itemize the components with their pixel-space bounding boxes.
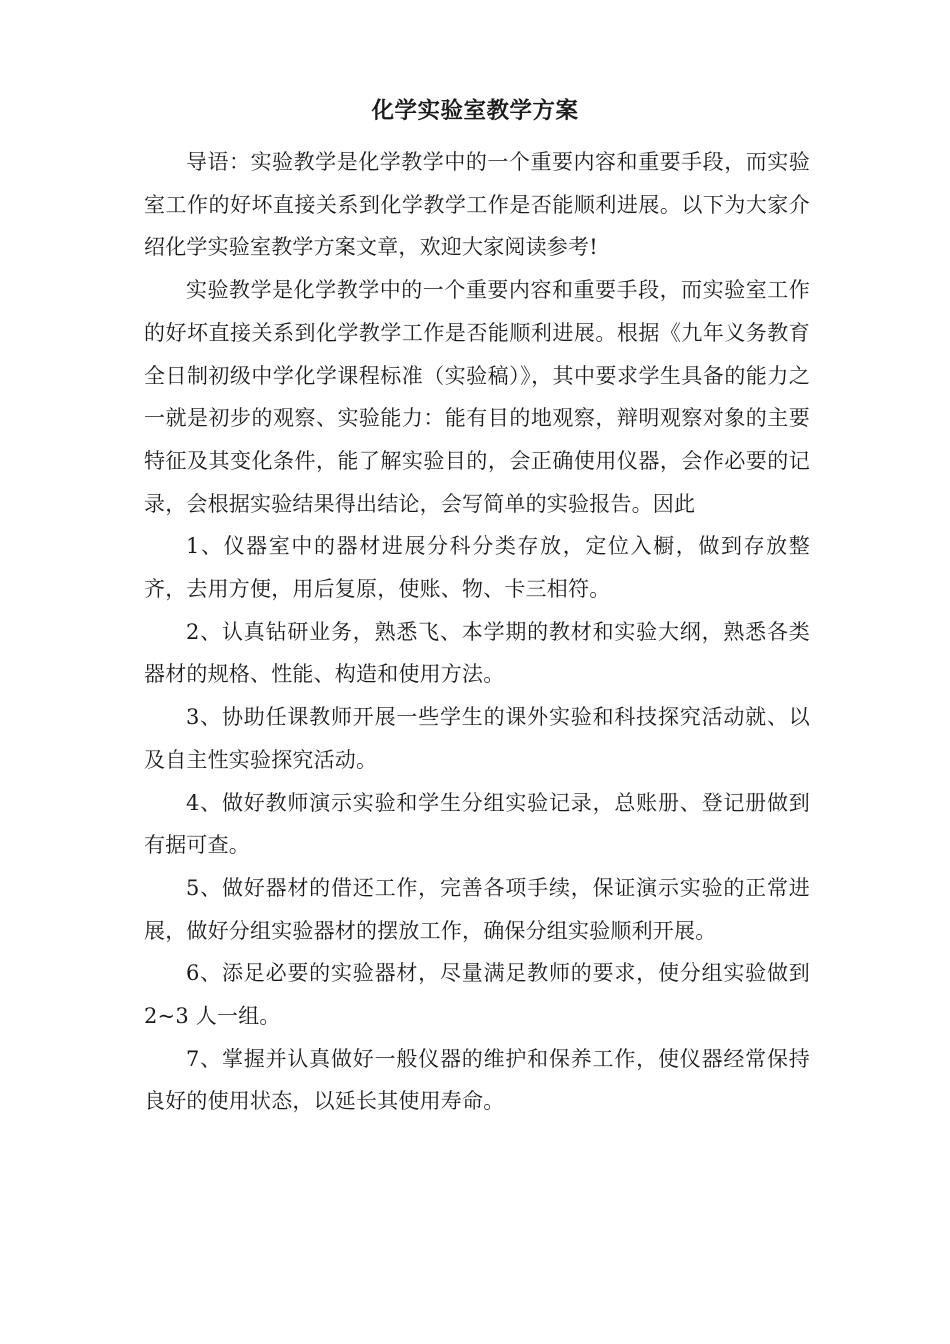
list-item-3: 3、协助任课教师开展一些学生的课外实验和科技探究活动就、以及自主性实验探究活动。 — [144, 705, 810, 772]
document-body — [144, 141, 810, 1123]
document-title: 化学实验室教学方案 — [371, 98, 579, 124]
list-item-2: 2、认真钻研业务，熟悉飞、本学期的教材和实验大纲，熟悉各类器材的规格、性能、构造和使用方法。 — [144, 619, 810, 687]
body-paragraph: 实验教学是化学教学中的一个重要内容和重要手段，而实验室工作的好坏直接关系到化学教学工作是否能顺利进展。根据《九年义务教育全日制初级中学化学课程标准（实验稿）》，其中要求学生具备的能力之一就是初步的观察、实验能力：能有目的地观察，辩明观察对象的主要特征及其变化条件，能了解实验目的，会正确使用仪器，会作必要的记录，会根据实验结果得出结论，会写简单的实验报告。因此 — [144, 278, 810, 516]
list-item-7: 7、掌握并认真做好一般仪器的维护和保养工作，使仪器经常保持良好的使用状态，以延长其使用寿命。 — [144, 1046, 810, 1114]
list-item-6: 6、添足必要的实验器材，尽量满足教师的要求，使分组实验做到 2~3 人一组。 — [144, 961, 810, 1029]
list-item-4: 4、做好教师演示实验和学生分组实验记录，总账册、登记册做到有据可查。 — [144, 790, 810, 858]
list-item-5: 5、做好器材的借还工作，完善各项手续，保证演示实验的正常进展，做好分组实验器材的摆放工作，确保分组实验顺利开展。 — [144, 875, 810, 943]
list-item-1: 1、仪器室中的器材进展分科分类存放，定位入橱，做到存放整齐，去用方便，用后复原，使账、物、卡三相符。 — [144, 534, 810, 602]
intro-paragraph: 导语：实验教学是化学教学中的一个重要内容和重要手段，而实验室工作的好坏直接关系到化学教学工作是否能顺利进展。以下为大家介绍化学实验室教学方案文章，欢迎大家阅读参考! — [144, 150, 810, 260]
